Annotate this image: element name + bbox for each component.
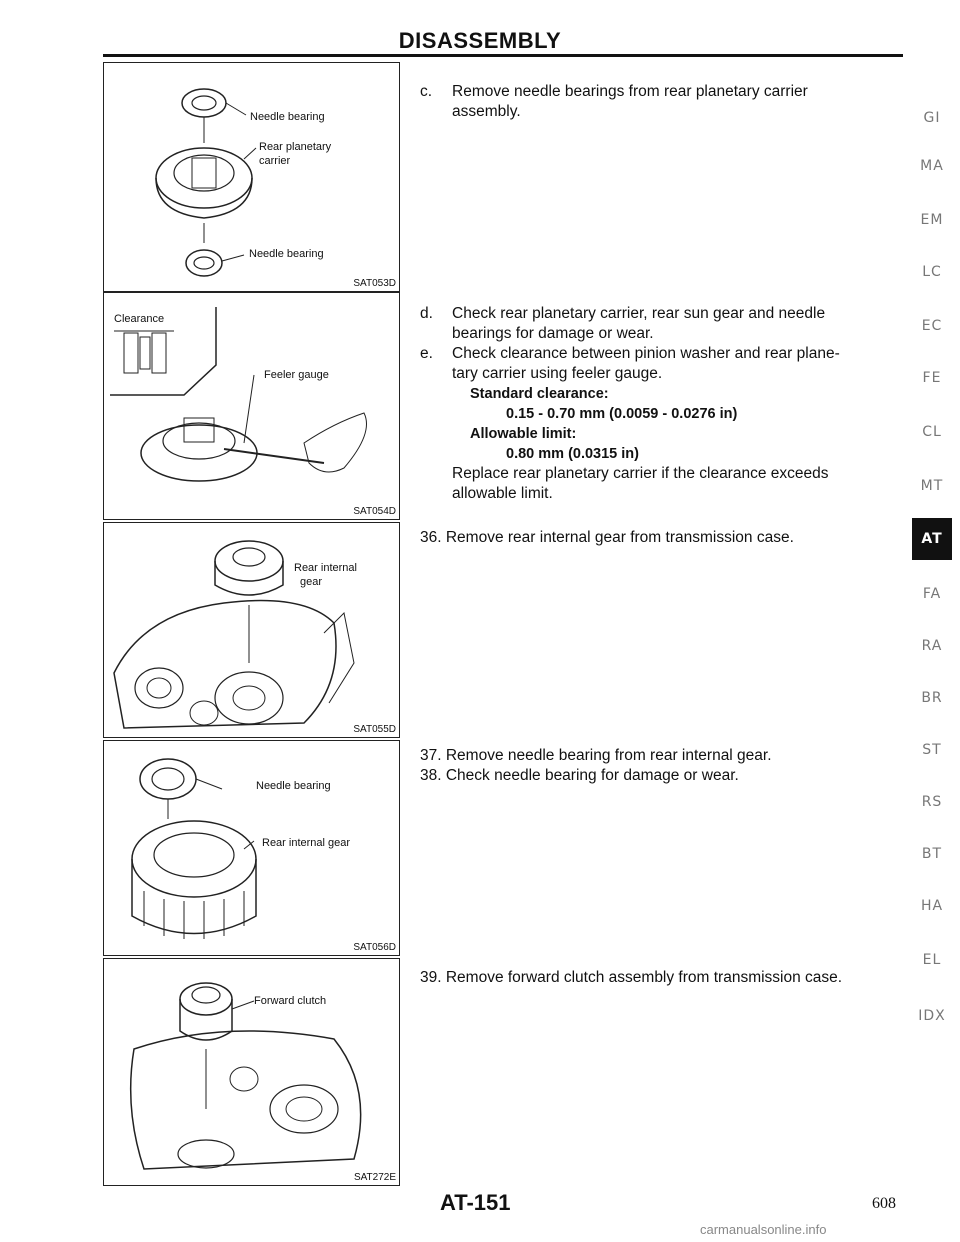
- tab-cl[interactable]: CL: [922, 424, 942, 440]
- step-c-line2: assembly.: [452, 103, 521, 120]
- tab-ec[interactable]: EC: [921, 318, 943, 334]
- figure-sat056d: [103, 740, 400, 956]
- step-37: 37. Remove needle bearing from rear internal gear.: [420, 747, 772, 764]
- label-clearance: Clearance: [114, 313, 165, 325]
- header-rule: [103, 54, 903, 57]
- step-c-marker: c.: [420, 83, 433, 100]
- figure-code: SAT053D: [353, 278, 396, 289]
- tab-em[interactable]: EM: [920, 212, 944, 228]
- label-needle-bearing-top: Needle bearing: [250, 111, 325, 123]
- tab-ha[interactable]: HA: [920, 898, 944, 914]
- tab-ra[interactable]: RA: [921, 638, 943, 654]
- tab-lc[interactable]: LC: [922, 264, 942, 280]
- label-feeler-gauge: Feeler gauge: [264, 369, 329, 381]
- step-d: [420, 304, 910, 344]
- tab-rs[interactable]: RS: [921, 794, 943, 810]
- page-number: AT-151: [440, 1190, 511, 1215]
- forward-clutch-illustration: [104, 959, 399, 1185]
- step-39: 39. Remove forward clutch assembly from transmission case.: [420, 969, 843, 986]
- figure-sat053d: [103, 62, 400, 292]
- figure-code: SAT055D: [353, 724, 396, 735]
- step-d-line2: bearings for damage or wear.: [452, 325, 654, 342]
- tab-bt[interactable]: BT: [921, 846, 943, 862]
- tab-br[interactable]: BR: [921, 690, 943, 706]
- figure-code: SAT272E: [353, 1172, 396, 1183]
- tab-idx[interactable]: IDX: [918, 1008, 946, 1024]
- standard-clearance-value: 0.15 - 0.70 mm (0.0059 - 0.0276 in): [506, 406, 738, 422]
- label-gear: gear: [300, 576, 323, 588]
- replace-line2: allowable limit.: [452, 485, 553, 502]
- step-e: [420, 344, 910, 504]
- step-d-line1: Check rear planetary carrier, rear sun gear and needle: [452, 305, 826, 322]
- step-e-marker: e.: [420, 345, 433, 362]
- tab-fe[interactable]: FE: [922, 370, 942, 386]
- allowable-limit-label: Allowable limit:: [470, 426, 577, 442]
- sheet-number: 608: [872, 1195, 896, 1212]
- feeler-gauge-illustration: [104, 293, 399, 519]
- step-c-line1: Remove needle bearings from rear planetary carrier: [452, 83, 808, 100]
- label-forward-clutch: Forward clutch: [254, 995, 327, 1007]
- step-c: [420, 82, 910, 122]
- page-title: DISASSEMBLY: [398, 28, 562, 53]
- tab-st[interactable]: ST: [922, 742, 942, 758]
- tab-mt[interactable]: MT: [920, 478, 944, 494]
- step-38: 38. Check needle bearing for damage or wear.: [420, 767, 739, 784]
- allowable-limit-value: 0.80 mm (0.0315 in): [506, 446, 639, 462]
- figure-sat054d: [103, 292, 400, 520]
- label-needle-bearing: Needle bearing: [256, 780, 331, 792]
- label-rear-internal: Rear internal: [294, 562, 357, 574]
- step-36: 36. Remove rear internal gear from transmission case.: [420, 529, 794, 546]
- tab-ma[interactable]: MA: [920, 158, 944, 174]
- step-d-marker: d.: [420, 305, 433, 322]
- replace-line1: Replace rear planetary carrier if the clearance exceeds: [452, 465, 829, 482]
- step-e-line2: tary carrier using feeler gauge.: [452, 365, 663, 382]
- needle-bearing-internal-gear-illustration: [104, 741, 399, 955]
- label-rear-internal-gear: Rear internal gear: [262, 837, 351, 849]
- label-needle-bearing-bottom: Needle bearing: [249, 248, 324, 260]
- tab-el[interactable]: EL: [922, 952, 942, 968]
- figure-sat272e: [103, 958, 400, 1186]
- tab-fa[interactable]: FA: [922, 586, 942, 602]
- figure-code: SAT054D: [353, 506, 396, 517]
- tab-gi[interactable]: GI: [923, 110, 941, 126]
- label-rear-planetary: Rear planetary: [259, 141, 332, 153]
- standard-clearance-label: Standard clearance:: [470, 386, 609, 402]
- step-e-line1: Check clearance between pinion washer and rear plane-: [452, 345, 840, 362]
- figure-code: SAT056D: [353, 942, 396, 953]
- rear-internal-gear-illustration: [104, 523, 399, 737]
- figure-sat055d: [103, 522, 400, 738]
- label-carrier: carrier: [259, 155, 291, 167]
- watermark: carmanualsonline.info: [700, 1222, 827, 1237]
- tab-at[interactable]: AT: [912, 518, 952, 560]
